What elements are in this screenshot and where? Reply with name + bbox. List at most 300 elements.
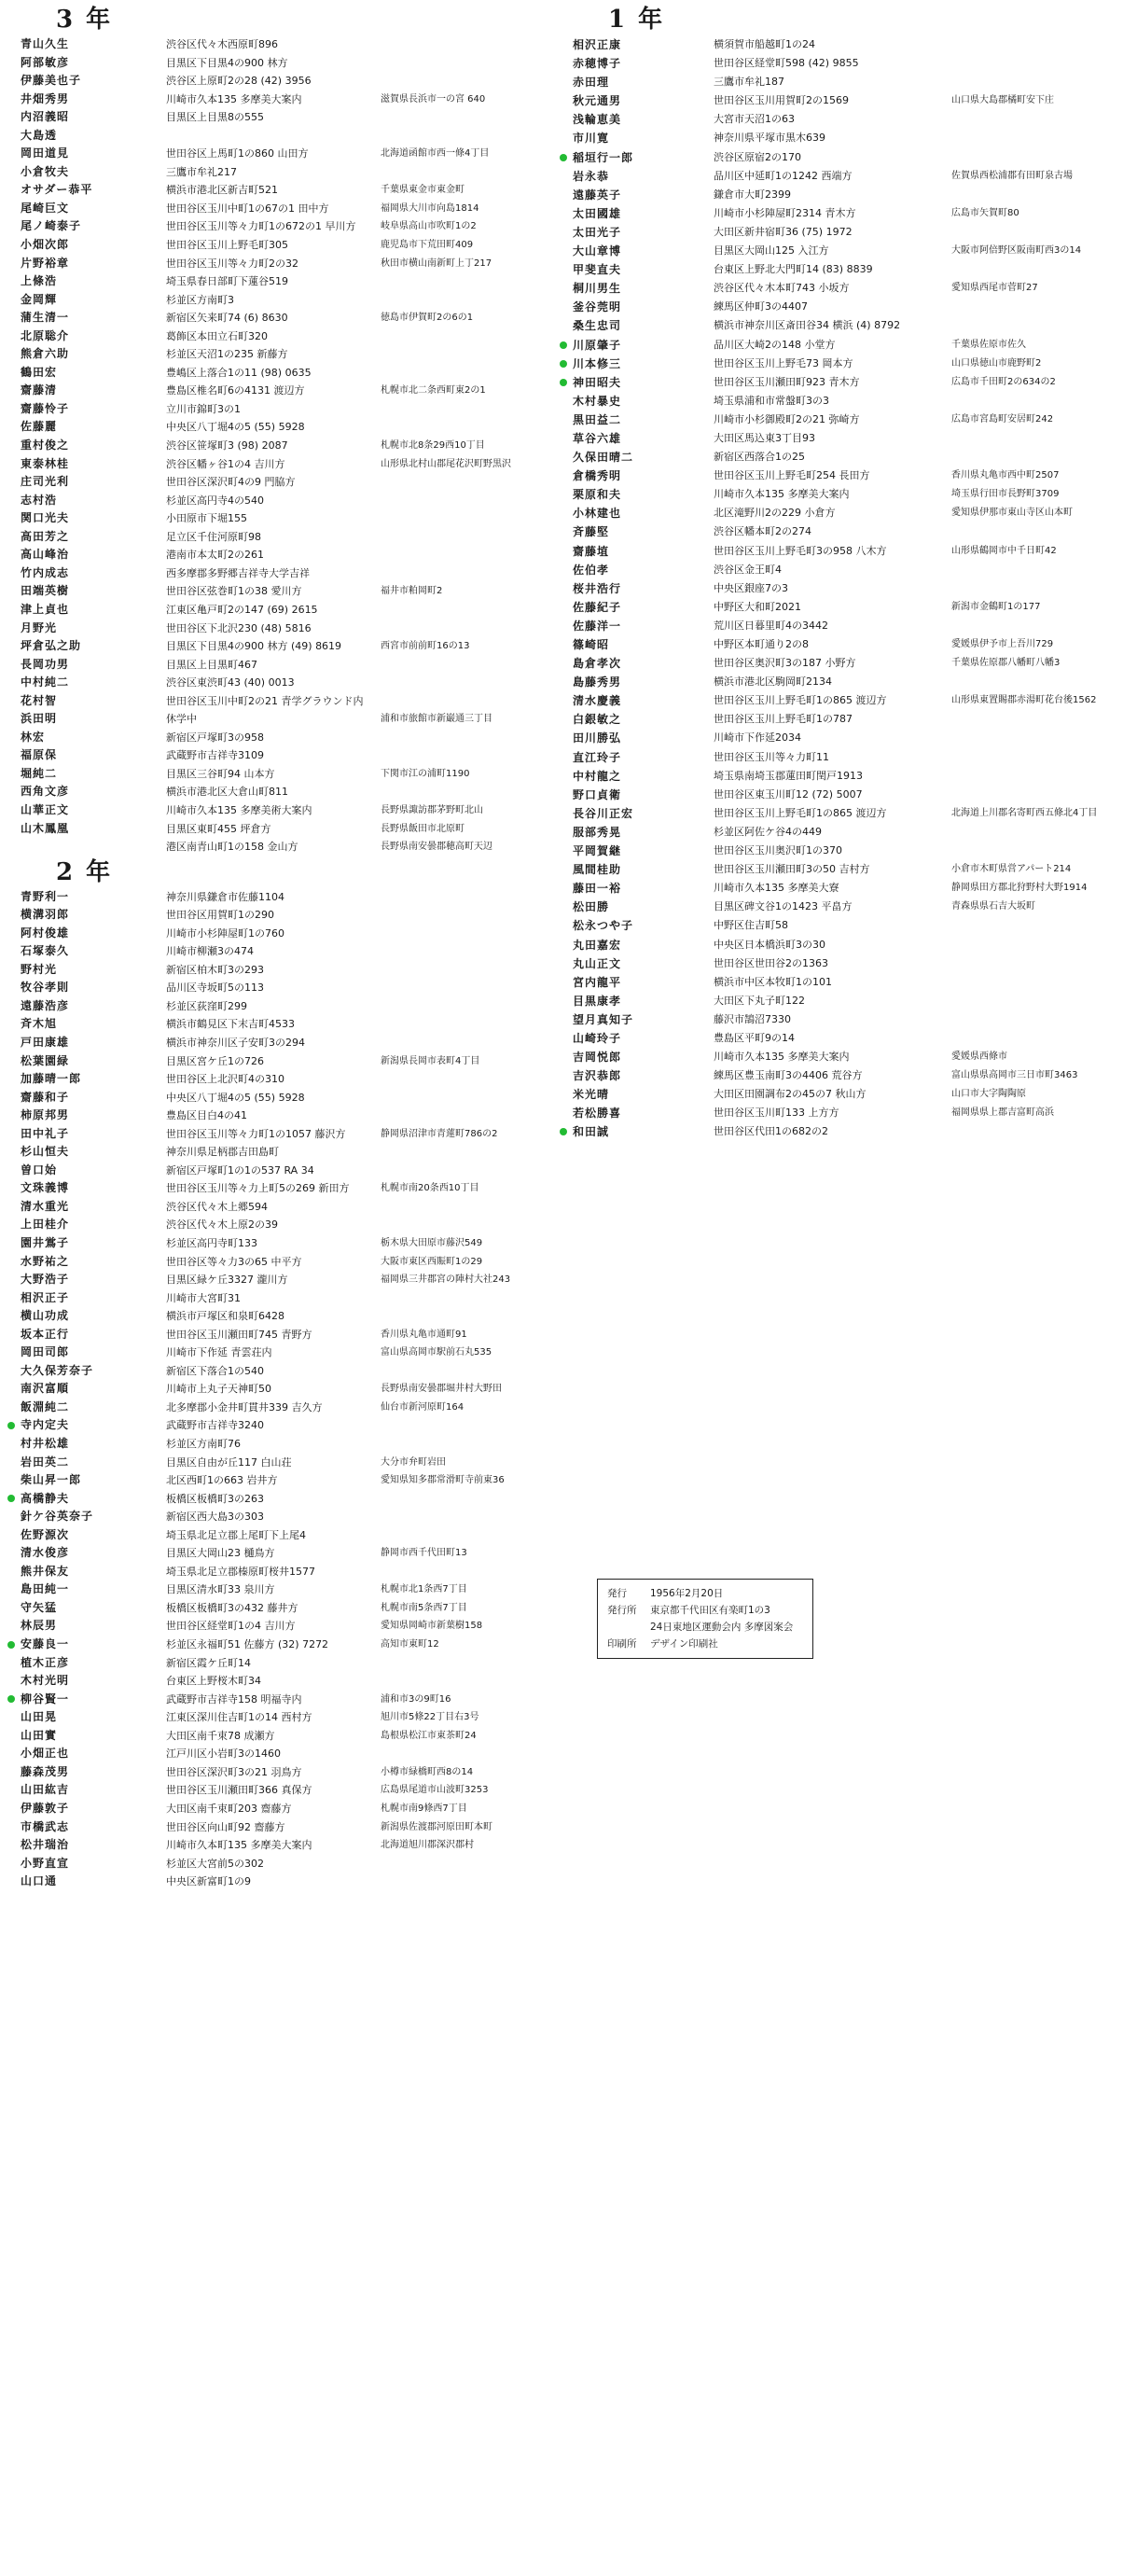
member-name: 伊藤美也子 (21, 74, 82, 88)
member-address: 世田谷区上馬町1の860 山田方 (166, 147, 309, 160)
member-name: 丸山正文 (573, 956, 622, 970)
member-name: 斉藤堅 (573, 525, 610, 539)
list-item (7, 1143, 567, 1162)
member-address: 大田区南千束78 成瀬方 (166, 1729, 275, 1742)
list-item (7, 455, 567, 474)
member-name: 川原肇子 (573, 338, 622, 352)
member-hometown: 大阪市阿倍野区阪南町西3の14 (951, 245, 1082, 257)
member-name: 山華正文 (21, 802, 70, 816)
member-hometown: 愛知県知多郡常滑町寺前東36 (381, 1475, 505, 1486)
list-item (560, 786, 1133, 804)
list-item (7, 236, 567, 255)
list-item (7, 217, 567, 236)
member-hometown: 新潟県長岡市表町4丁目 (381, 1055, 480, 1066)
list-item (7, 1508, 567, 1526)
member-address: 杉並区阿佐ケ谷4の449 (714, 825, 822, 838)
member-hometown: 長野県飯田市北原町 (381, 823, 465, 834)
grade2-title: 2年 (56, 857, 124, 886)
member-hometown: 佐賀県西松浦郡有田町泉古場 (951, 170, 1073, 181)
member-name: 山木鳳凰 (21, 821, 70, 835)
member-name: 上田桂介 (21, 1218, 70, 1232)
member-name: 重村俊之 (21, 439, 70, 453)
list-item (560, 561, 1133, 579)
member-name: 岡田司郎 (21, 1345, 70, 1359)
green-dot-icon (560, 360, 567, 368)
member-address: 豊島区椎名町6の4131 渡辺方 (166, 384, 305, 397)
member-name: 釜谷莞明 (573, 300, 622, 314)
member-name: 風間桂助 (573, 863, 622, 877)
list-item (560, 673, 1133, 691)
member-hometown: 富山県高岡市駅前石丸535 (381, 1347, 492, 1358)
member-name: 尾崎巨文 (21, 201, 70, 215)
list-item (7, 1289, 567, 1308)
list-item (7, 1873, 567, 1891)
member-name: 平岡賀継 (573, 844, 622, 858)
member-name: 太田國雄 (573, 206, 622, 220)
member-hometown: 愛知県西尾市菅町27 (951, 283, 1038, 294)
right-column (560, 0, 1133, 1142)
member-name: 佐藤洋一 (573, 619, 622, 633)
member-address: 休学中 (166, 713, 197, 726)
list-item (7, 72, 567, 91)
list-item (560, 373, 1133, 392)
member-address: 横浜市港北区新吉町521 (166, 184, 278, 197)
member-name: 長岡功男 (21, 657, 70, 671)
list-item (7, 1636, 567, 1654)
grade1-title: 1年 (608, 6, 676, 34)
member-address: 中央区銀座7の3 (714, 581, 788, 594)
member-address: 世田谷区玉川上野毛町3の958 八木方 (714, 544, 887, 557)
member-address: 渋谷区原宿2の170 (714, 150, 801, 163)
list-item (7, 163, 567, 182)
member-name: 藤田一裕 (573, 882, 622, 896)
member-hometown: 山形県東置賜郡赤湯町花台後1562 (951, 695, 1097, 706)
list-item (7, 746, 567, 765)
member-address: 新宿区戸塚町3の958 (166, 731, 264, 744)
list-item (7, 888, 567, 907)
member-name: 柴山昇一郎 (21, 1473, 82, 1487)
member-name: 吉沢恭郎 (573, 1069, 622, 1083)
list-item (7, 637, 567, 656)
member-address: 世田谷区代田1の682の2 (714, 1125, 828, 1138)
member-name: 金岡輝 (21, 292, 58, 306)
list-item (7, 979, 567, 997)
list-item (7, 1344, 567, 1362)
member-hometown: 浦和市3の9町16 (381, 1693, 451, 1705)
member-address: 練馬区仲町3の4407 (714, 300, 808, 313)
member-address: 川崎市久本135 多摩美大寮 (714, 882, 839, 895)
member-name: 杉山恒夫 (21, 1145, 70, 1159)
member-address: 世田谷区深沢町3の21 羽鳥方 (166, 1765, 302, 1778)
publisher-line2: 24日東地区運動会内 多摩図案会 (650, 1622, 794, 1633)
member-name: 大島透 (21, 128, 58, 142)
member-name: 遠藤浩彦 (21, 998, 70, 1012)
member-name: 小林建也 (573, 507, 622, 521)
member-address: 世田谷区玉川上野毛町305 (166, 239, 288, 252)
list-item (7, 1399, 567, 1417)
member-name: 青野利一 (21, 889, 70, 903)
member-address: 川崎市久本135 多摩美大案内 (166, 92, 302, 105)
list-item (560, 91, 1133, 110)
member-hometown: 青森県県石吉大坂町 (951, 901, 1035, 912)
member-hometown: 岐阜県高山市吹町1の2 (381, 221, 477, 232)
member-hometown: 札幌市北二条西町東2の1 (381, 385, 486, 397)
member-name: 山崎玲子 (573, 1031, 622, 1045)
member-hometown: 札幌市南20条西10丁目 (381, 1183, 479, 1194)
member-name: 横溝羽郎 (21, 908, 70, 922)
member-address: 渋谷区代々木上郷594 (166, 1200, 268, 1213)
member-name: 太田光子 (573, 225, 622, 239)
member-address: 世田谷区玉川奥沢町1の370 (714, 844, 842, 857)
list-item (7, 1855, 567, 1873)
member-address: 目黒区碑文谷1の1423 平畠方 (714, 900, 853, 913)
list-item (560, 129, 1133, 147)
list-item (560, 35, 1133, 54)
member-name: 東泰林桂 (21, 456, 70, 470)
member-address: 横浜市鶴見区下末吉町4533 (166, 1018, 295, 1031)
member-name: 尾ノ崎泰子 (21, 219, 82, 233)
member-address: 目黒区自由が丘117 白山荘 (166, 1455, 292, 1469)
member-name: 戸田康雄 (21, 1035, 70, 1049)
member-name: 松葉園緑 (21, 1053, 70, 1067)
member-address: 渋谷区上原町2の28 (42) 3956 (166, 75, 312, 88)
list-item (7, 729, 567, 747)
publisher-label: 発行所 (607, 1605, 637, 1616)
member-hometown: 千葉県佐原市佐久 (951, 339, 1026, 350)
list-item (7, 1490, 567, 1509)
list-item (7, 692, 567, 711)
member-address: 神奈川県鎌倉市佐藤1104 (166, 890, 284, 903)
member-hometown: 香川県丸亀市西中町2507 (951, 470, 1060, 481)
member-address: 大田区田園調布2の45の7 秋山方 (714, 1088, 867, 1101)
member-name: 服部秀晃 (573, 825, 622, 839)
member-name: 木村光明 (21, 1674, 70, 1688)
member-address: 埼玉県北足立郡上尾町下上尾4 (166, 1528, 306, 1541)
list-item (560, 579, 1133, 598)
member-address: 品川区中延町1の1242 西端方 (714, 169, 853, 182)
list-item (7, 997, 567, 1016)
member-name: 寺内定夫 (21, 1418, 70, 1432)
member-hometown: 福岡県三井郡宮の陣村大社243 (381, 1274, 511, 1286)
list-item (560, 729, 1133, 747)
member-name: 神田昭夫 (573, 375, 622, 389)
list-item (7, 601, 567, 620)
member-hometown: 静岡県田方郡北狩野村大野1914 (951, 883, 1088, 894)
member-address: 杉並区荻窪町299 (166, 999, 247, 1012)
member-address: 世田谷区東玉川町12 (72) 5007 (714, 787, 863, 801)
list-item (7, 1089, 567, 1107)
printer-label: 印刷所 (607, 1638, 637, 1650)
list-item (560, 542, 1133, 561)
list-item (560, 110, 1133, 129)
member-address: 渋谷区幡本町2の274 (714, 525, 811, 538)
member-name: 白銀敏之 (573, 713, 622, 727)
member-hometown: 長野県南安曇郡穂高町天辺 (381, 842, 492, 853)
green-dot-icon (560, 1128, 567, 1135)
member-address: 杉並区方南町3 (166, 293, 234, 306)
member-address: 横浜市神奈川区斎田谷34 横浜 (4) 8792 (714, 319, 901, 332)
member-address: 大田区馬込東3丁目93 (714, 431, 815, 444)
member-address: 渋谷区幡ヶ谷1の4 吉川方 (166, 457, 285, 470)
member-name: 宮内龍平 (573, 975, 622, 989)
list-item (7, 1107, 567, 1125)
list-item (560, 448, 1133, 466)
list-item (7, 1015, 567, 1034)
member-name: 熊倉六助 (21, 347, 70, 361)
member-name: 齋藤怜子 (21, 401, 70, 415)
list-item (7, 309, 567, 327)
member-hometown: 新潟県佐渡郡河原田町本町 (381, 1821, 492, 1832)
member-hometown: 富山県県高岡市三日市町3463 (951, 1070, 1078, 1081)
member-name: 山田晃 (21, 1710, 58, 1724)
member-name: 伊藤敦子 (21, 1801, 70, 1815)
list-item (7, 1307, 567, 1326)
member-hometown: 小樽市緑橋町西8の14 (381, 1766, 474, 1777)
member-name: 村井松雄 (21, 1437, 70, 1451)
member-address: 世田谷区玉川等々力町1の1057 藤沢方 (166, 1127, 346, 1140)
member-address: 中野区本町通り2の8 (714, 638, 809, 650)
list-item (560, 148, 1133, 167)
list-item (7, 620, 567, 638)
list-item (560, 823, 1133, 842)
member-name: 佐伯孝 (573, 563, 610, 577)
member-name: 飯淵純二 (21, 1399, 70, 1413)
member-address: 世田谷区玉川等々力町2の32 (166, 257, 298, 270)
green-dot-icon (7, 1695, 15, 1703)
grade2-list (7, 888, 567, 1891)
member-name: 清水慶義 (573, 694, 622, 708)
list-item (7, 1253, 567, 1272)
list-item (7, 674, 567, 692)
list-item (7, 400, 567, 419)
member-address: 目黒区下目黒4の900 林方 (166, 56, 288, 69)
member-name: 守矢猛 (21, 1600, 58, 1614)
member-address: 西多摩郡多野郷吉祥寺大学吉祥 (166, 566, 310, 579)
member-address: 荒川区日暮里町4の3442 (714, 619, 828, 632)
member-address: 鎌倉市大町2399 (714, 188, 791, 201)
member-name: オサダー恭平 (21, 183, 93, 197)
member-address: 川崎市久本町135 多摩美大案内 (166, 1839, 312, 1852)
member-address: 中央区新富町1の9 (166, 1875, 251, 1888)
member-hometown: 千葉県東金市東金町 (381, 185, 465, 196)
member-name: 清水重光 (21, 1199, 70, 1213)
member-address: 世田谷区玉川上野毛町1の865 渡辺方 (714, 806, 887, 819)
green-dot-icon (560, 341, 567, 349)
member-address: 世田谷区等々力3の65 中平方 (166, 1255, 302, 1268)
member-address: 世田谷区下北沢230 (48) 5816 (166, 621, 312, 634)
member-name: 堀純二 (21, 766, 58, 780)
list-item (560, 485, 1133, 504)
list-item (7, 925, 567, 943)
member-address: 川崎市下作延 青雲荘内 (166, 1346, 272, 1359)
member-hometown: 北海道上川郡名寄町西五條北4丁目 (951, 807, 1098, 818)
member-name: 竹内成志 (21, 565, 70, 579)
member-address: 豊島区目白4の41 (166, 1109, 247, 1122)
member-name: 牧谷孝則 (21, 981, 70, 995)
member-address: 川崎市久本135 多摩美大案内 (714, 1051, 850, 1064)
list-item (7, 1125, 567, 1144)
member-hometown: 静岡県沼津市青蓮町786の2 (381, 1128, 498, 1139)
member-hometown: 大阪市東区西賑町1の29 (381, 1256, 483, 1267)
list-item (7, 656, 567, 675)
list-item (7, 1471, 567, 1490)
member-address: 豊島区平町9の14 (714, 1031, 795, 1044)
member-hometown: 秋田市横山南新町上丁217 (381, 258, 492, 269)
issue-date: 1956年2月20日 (650, 1588, 724, 1599)
member-name: 野村光 (21, 962, 58, 976)
member-name: 長谷川正宏 (573, 806, 634, 820)
list-item (7, 255, 567, 273)
member-address: 江戸川区小岩町3の1460 (166, 1748, 281, 1761)
member-hometown: 大分市弁町岩田 (381, 1456, 446, 1468)
member-hometown: 札幌市南9條西7丁目 (381, 1803, 467, 1814)
member-hometown: 札幌市南5条西7丁目 (381, 1602, 467, 1613)
member-address: 世田谷区玉川上野毛町1の865 渡辺方 (714, 694, 887, 707)
member-address: 埼玉県北足立郡榛原町桜井1577 (166, 1565, 315, 1578)
member-address: 横浜市中区本牧町1の101 (714, 975, 832, 988)
member-name: 市橋武志 (21, 1819, 70, 1833)
list-item (7, 1818, 567, 1837)
list-item (560, 842, 1133, 860)
member-name: 若松勝喜 (573, 1107, 622, 1121)
list-item (7, 1836, 567, 1855)
member-address: 江東区深川住吉町1の14 西村方 (166, 1711, 312, 1724)
member-name: 相沢正康 (573, 38, 622, 51)
grade3-list (7, 35, 567, 856)
member-hometown: 新潟市金鶴町1の177 (951, 601, 1041, 612)
list-item (560, 204, 1133, 223)
member-name: 甲斐直夫 (573, 263, 622, 277)
member-hometown: 愛媛県伊予市上吾川729 (951, 639, 1054, 649)
list-item (560, 167, 1133, 186)
member-name: 小野直宣 (21, 1856, 70, 1870)
list-item (560, 466, 1133, 485)
member-hometown: 浦和市旅館市新巌通三丁目 (381, 714, 492, 725)
issue-label: 発行 (607, 1588, 627, 1599)
member-name: 安藤良一 (21, 1637, 70, 1651)
member-address: 目黒区三谷町94 山本方 (166, 767, 275, 780)
list-item (560, 654, 1133, 673)
member-address: 世田谷区上北沢町4の310 (166, 1073, 284, 1086)
list-item (560, 804, 1133, 823)
member-address: 北区西町1の663 岩井方 (166, 1474, 278, 1487)
list-item (7, 1745, 567, 1763)
list-item (560, 973, 1133, 992)
list-item (7, 1563, 567, 1581)
list-item (7, 127, 567, 146)
member-address: 川崎市久本135 多摩美術大案内 (166, 803, 312, 816)
member-address: 武蔵野市吉祥寺3109 (166, 749, 264, 762)
list-item (7, 509, 567, 528)
member-hometown: 西宮市前前町16の13 (381, 641, 470, 652)
member-address: 世田谷区玉川用賀町2の1569 (714, 94, 849, 107)
member-hometown: 長野県諏訪郡茅野町北山 (381, 804, 483, 815)
member-name: 浜田明 (21, 712, 58, 726)
member-address: 埼玉県浦和市常盤町3の3 (714, 394, 829, 407)
list-item (7, 961, 567, 980)
member-hometown: 長野県南安曇郡堀井村大野田 (381, 1384, 502, 1395)
member-address: 足立区千住河原町98 (166, 530, 261, 543)
list-item (7, 1070, 567, 1089)
member-name: 水野祐之 (21, 1254, 70, 1268)
list-item (7, 473, 567, 492)
member-name: 黒田益二 (573, 412, 622, 426)
list-item (560, 936, 1133, 954)
member-name: 遠藤英子 (573, 188, 622, 202)
member-address: 世田谷区玉川瀬田町923 青木方 (714, 375, 860, 388)
member-hometown: 島根県松江市東茶町24 (381, 1730, 477, 1741)
member-address: 渋谷区笹塚町3 (98) 2087 (166, 439, 288, 453)
member-hometown: 静岡市西千代田町13 (381, 1548, 467, 1559)
member-address: 大田区下丸子町122 (714, 994, 805, 1007)
member-address: 大宮市天沼1の63 (714, 113, 795, 126)
member-address: 新宿区霞ケ丘町14 (166, 1656, 251, 1669)
member-address: 川崎市大宮町31 (166, 1291, 241, 1304)
member-address: 世田谷区玉川上野毛町1の787 (714, 713, 853, 726)
member-address: 葛飾区本田立石町320 (166, 329, 268, 342)
list-item (7, 838, 567, 856)
member-name: 加藤晴一郎 (21, 1072, 82, 1086)
member-name: 林辰男 (21, 1619, 58, 1633)
member-hometown: 下関市江の浦町1190 (381, 768, 470, 779)
list-item (7, 1326, 567, 1344)
member-address: 北区滝野川2の229 小倉方 (714, 507, 836, 520)
member-address: 埼玉県春日部町下蓮谷519 (166, 275, 288, 288)
list-item (7, 1034, 567, 1052)
member-address: 世田谷区玉川瀬田町745 青野方 (166, 1328, 312, 1341)
member-name: 秋元通男 (573, 94, 622, 108)
member-name: 桜井浩行 (573, 581, 622, 595)
member-hometown: 旭川市5條22丁目右3号 (381, 1712, 479, 1723)
green-dot-icon (7, 1422, 15, 1429)
member-address: 世田谷区玉川中町2の21 青学グラウンド内 (166, 694, 364, 707)
list-item (560, 617, 1133, 635)
member-name: 中村純二 (21, 675, 70, 689)
list-item (7, 1162, 567, 1180)
left-column (7, 0, 567, 1891)
list-item (560, 54, 1133, 73)
member-name: 井畑秀男 (21, 91, 70, 105)
member-address: 目黒区上目黒8の555 (166, 111, 264, 124)
member-name: 蒲生清一 (21, 311, 70, 325)
member-name: 鶴田宏 (21, 365, 58, 379)
member-hometown: 札幌市北1条西7丁目 (381, 1584, 467, 1595)
member-name: 阿部敏彦 (21, 55, 70, 69)
list-item (560, 1122, 1133, 1141)
member-name: 松田勝 (573, 900, 610, 914)
list-item (7, 437, 567, 455)
member-name: 佐藤麗 (21, 420, 58, 434)
member-address: 横須賀市船越町1の24 (714, 38, 815, 50)
member-address: 台東区上野桜木町34 (166, 1675, 261, 1688)
list-item (7, 1454, 567, 1472)
member-address: 世田谷区玉川瀬田町3の50 吉村方 (714, 863, 870, 876)
list-item (560, 879, 1133, 898)
member-address: 目黒区大岡山23 樋鳥方 (166, 1547, 275, 1560)
list-item (560, 336, 1133, 355)
member-name: 林宏 (21, 730, 46, 744)
member-name: 佐野源次 (21, 1527, 70, 1541)
list-item (560, 992, 1133, 1010)
member-address: 板橋区板橋町3の263 (166, 1492, 264, 1505)
member-name: 阿村俊雄 (21, 926, 70, 940)
member-address: 川崎市小杉御殿町2の21 弥崎方 (714, 412, 860, 425)
member-hometown: 広島市宮島町安居町242 (951, 413, 1054, 425)
member-address: 世田谷区経堂町598 (42) 9855 (714, 57, 859, 70)
member-address: 北多摩郡小金井町貫井339 吉久方 (166, 1400, 323, 1413)
member-hometown: 仙台市新河原町164 (381, 1401, 465, 1413)
list-item (7, 272, 567, 291)
